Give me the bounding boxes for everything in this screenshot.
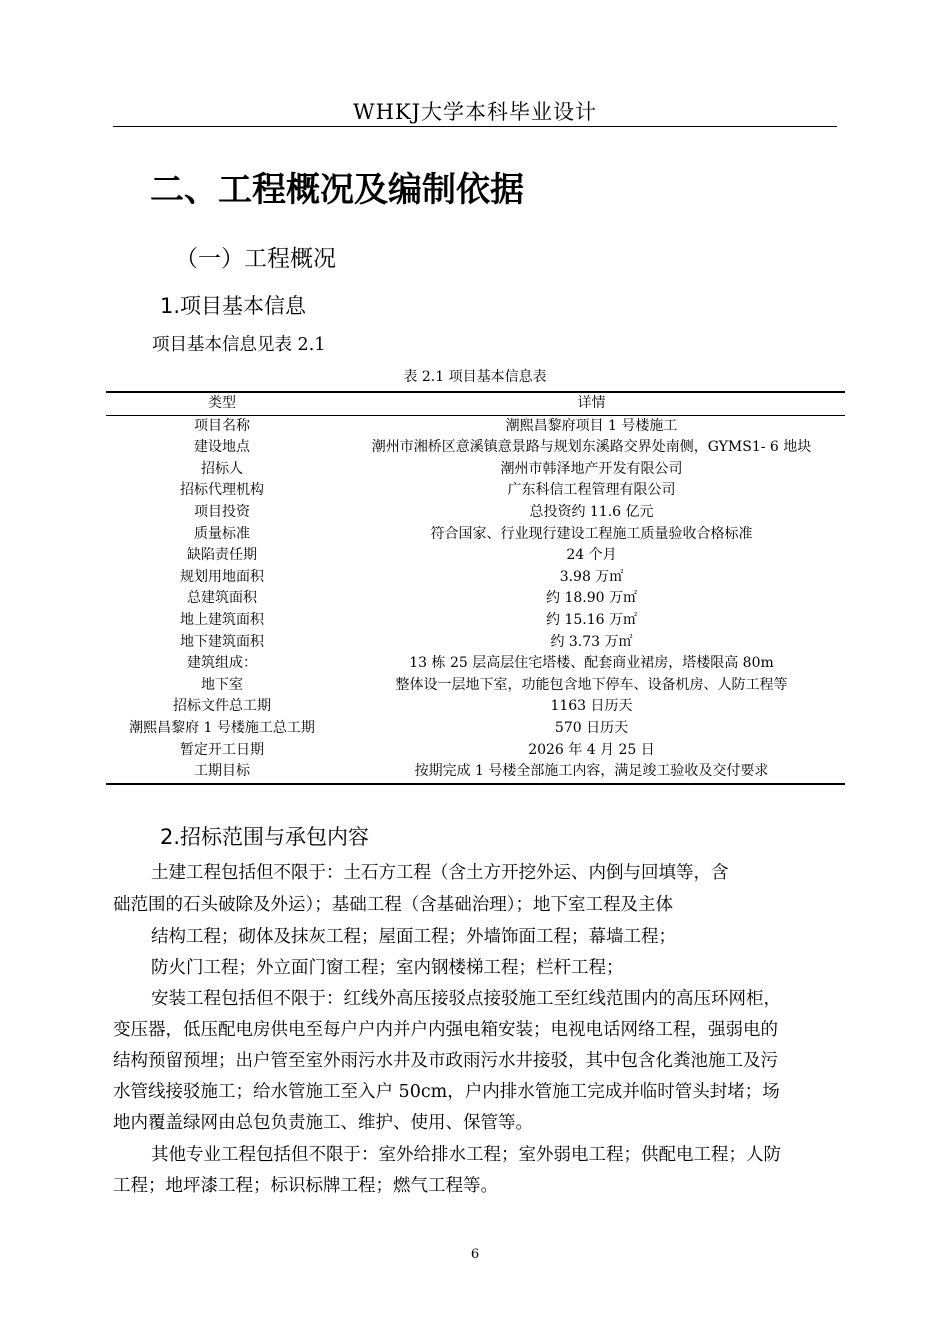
row-detail-cell: 潮州市湘桥区意溪镇意景路与规划东溪路交界处南侧，GYMS1- 6 地块	[371, 439, 812, 456]
row-type-cell: 招标文件总工期	[173, 698, 271, 715]
table-caption: 表 2.1 项目基本信息表	[403, 369, 547, 385]
row-type-cell: 潮熙昌黎府 1 号楼施工总工期	[129, 719, 315, 736]
table-row	[106, 675, 845, 697]
subsection-title-basic-info: 1.项目基本信息	[160, 294, 307, 318]
project-info-table	[106, 391, 845, 785]
paragraph-line: 变压器，低压配电房供电至每户户内并户内强电箱安装；电视电话网络工程，强弱电的	[113, 1020, 778, 1040]
subsection-title-scope: 2.招标范围与承包内容	[160, 825, 370, 849]
column-header-detail: 详情	[577, 395, 606, 411]
row-type-cell: 招标代理机构	[180, 482, 264, 499]
table-row	[106, 545, 845, 567]
paragraph-line: 结构工程；砌体及抹灰工程；屋面工程；外墙饰面工程；幕墙工程；	[151, 927, 676, 947]
row-detail-cell: 3.98 万㎡	[559, 568, 624, 585]
column-header-type: 类型	[208, 395, 236, 411]
row-type-cell: 地下建筑面积	[180, 633, 264, 650]
paragraph-line: 其他专业工程包括但不限于：室外给排水工程；室外弱电工程；供配电工程；人防	[151, 1145, 781, 1165]
section-title: （一）工程概况	[175, 246, 336, 272]
table-row	[106, 567, 845, 589]
row-type-cell: 总建筑面积	[187, 590, 257, 607]
page-number: 6	[470, 1247, 480, 1262]
table-row	[106, 437, 845, 459]
row-type-cell: 建筑组成：	[187, 655, 257, 672]
table-row	[106, 524, 845, 546]
table-row	[106, 459, 845, 481]
row-detail-cell: 广东科信工程管理有限公司	[507, 482, 676, 499]
paragraph-line: 安装工程包括但不限于：红线外高压接驳点接驳施工至红线范围内的高压环网柜，	[151, 989, 781, 1009]
table-row	[106, 588, 845, 610]
table-header-row	[106, 392, 845, 415]
row-detail-cell: 潮熙昌黎府项目 1 号楼施工	[505, 417, 678, 434]
row-detail-cell: 570 日历天	[554, 719, 629, 736]
row-type-cell: 工期目标	[194, 763, 250, 780]
chapter-title: 二、工程概况及编制依据	[150, 170, 524, 210]
paragraph-line: 结构预留预埋；出户管至室外雨污水井及市政雨污水井接驳，其中包含化粪池施工及污	[113, 1051, 778, 1071]
row-detail-cell: 约 3.73 万㎡	[550, 633, 633, 650]
row-detail-cell: 总投资约 11.6 亿元	[529, 503, 654, 520]
table-row	[106, 718, 845, 740]
row-type-cell: 建设地点	[194, 439, 250, 456]
row-detail-cell: 13 栋 25 层高层住宅塔楼、配套商业裙房，塔楼限高 80m	[409, 655, 774, 672]
table-row	[106, 740, 845, 762]
row-type-cell: 项目投资	[194, 503, 250, 520]
paragraph-line: 土建工程包括但不限于：土石方工程（含土方开挖外运、内倒与回填等，含	[151, 863, 729, 883]
table-row	[106, 761, 845, 784]
row-detail-cell: 整体设一层地下室，功能包含地下停车、设备机房、人防工程等	[395, 676, 788, 693]
row-type-cell: 项目名称	[194, 417, 250, 434]
row-detail-cell: 潮州市韩泽地产开发有限公司	[500, 460, 683, 477]
row-detail-cell: 符合国家、行业现行建设工程施工质量验收合格标准	[430, 525, 753, 542]
row-type-cell: 缺陷责任期	[187, 547, 257, 564]
paragraph-line: 水管线接驳施工；给水管施工至入户 50cm，户内排水管施工完成并临时管头封堵；场	[113, 1082, 780, 1102]
row-type-cell: 规划用地面积	[180, 568, 264, 585]
row-detail-cell: 约 18.90 万㎡	[546, 590, 637, 607]
table-row	[106, 653, 845, 675]
row-type-cell: 地上建筑面积	[180, 611, 264, 628]
table-row	[106, 610, 845, 632]
row-detail-cell: 约 15.16 万㎡	[546, 611, 637, 628]
table-row	[106, 415, 845, 437]
row-type-cell: 招标人	[201, 460, 243, 477]
table-row	[106, 480, 845, 502]
paragraph-line: 础范围的石头破除及外运）；基础工程（含基础治理）；地下室工程及主体	[113, 895, 673, 915]
paragraph-line: 防火门工程；外立面门窗工程；室内钢楼梯工程；栏杆工程；	[151, 958, 624, 978]
paragraph-line: 工程；地坪漆工程；标识标牌工程；燃气工程等。	[113, 1176, 498, 1196]
running-header: WHKJ大学本科毕业设计	[352, 100, 597, 124]
row-detail-cell: 24 个月	[566, 547, 617, 564]
paragraph-line: 地内覆盖绿网由总包负责施工、维护、使用、保管等。	[113, 1113, 533, 1133]
row-type-cell: 地下室	[201, 676, 243, 693]
header-rule	[113, 126, 837, 127]
table-row	[106, 696, 845, 718]
row-type-cell: 质量标准	[194, 525, 250, 542]
row-detail-cell: 按期完成 1 号楼全部施工内容，满足竣工验收及交付要求	[414, 763, 769, 780]
row-type-cell: 暂定开工日期	[180, 741, 264, 758]
table-intro-text: 项目基本信息见表 2.1	[152, 335, 326, 355]
row-detail-cell: 2026 年 4 月 25 日	[528, 741, 655, 758]
table-row	[106, 632, 845, 654]
row-detail-cell: 1163 日历天	[550, 698, 633, 715]
table-row	[106, 502, 845, 524]
